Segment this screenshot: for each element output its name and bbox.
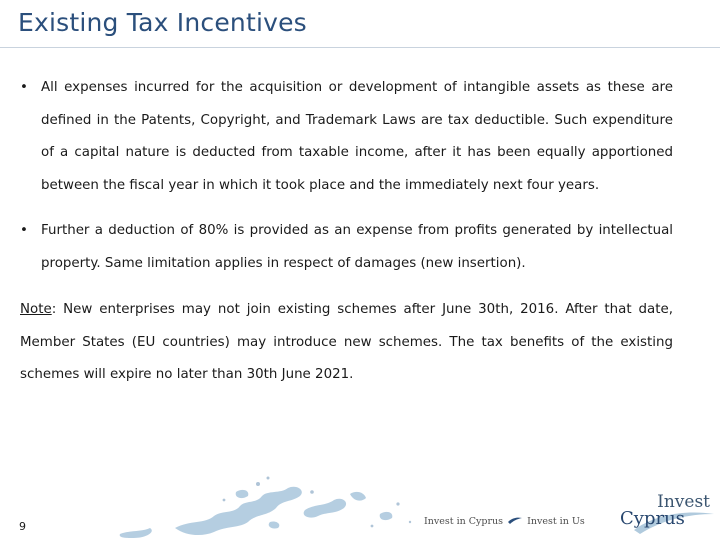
title-divider	[0, 47, 720, 48]
bullet-text: Further a deduction of 80% is provided as an expense from profits generated by intellectual property. Same limitation applies in respect of damages (new insertion).	[41, 223, 673, 271]
footer-tagline	[424, 516, 585, 527]
bullet-marker: •	[20, 80, 28, 95]
note-label: Note	[20, 302, 52, 317]
invest-cyprus-logo	[616, 492, 716, 538]
tagline-left: Invest in Cyprus	[424, 516, 504, 527]
islands-decoration	[0, 470, 720, 540]
note-text: : New enterprises may not join existing schemes after June 30th, 2016. After that date, Member States (EU countries) may introduce new schemes. The tax benefits of the existing schemes will expire no later than 30th June 2021.	[20, 302, 673, 382]
logo-word-cyprus: Cyprus	[620, 508, 685, 529]
logo-word-invest: Invest	[657, 492, 710, 512]
bullet-item	[20, 72, 673, 202]
bullet-text: All expenses incurred for the acquisition or development of intangible assets as these are defined in the Patents, Copyright, and Trademark Laws are tax deductible. Such expenditure of a capital nature is deducted from taxable income, after it has been equally apportioned between the fiscal year in which it took place and the immediately next four years.	[41, 80, 673, 193]
note-paragraph	[20, 294, 673, 392]
slide-body	[20, 72, 673, 392]
bullet-marker: •	[20, 223, 28, 238]
tagline-right: Invest in Us	[527, 516, 585, 527]
slide-title: Existing Tax Incentives	[18, 8, 307, 37]
page-number: 9	[19, 520, 26, 533]
bullet-item	[20, 215, 673, 280]
swoosh-icon	[508, 516, 522, 527]
